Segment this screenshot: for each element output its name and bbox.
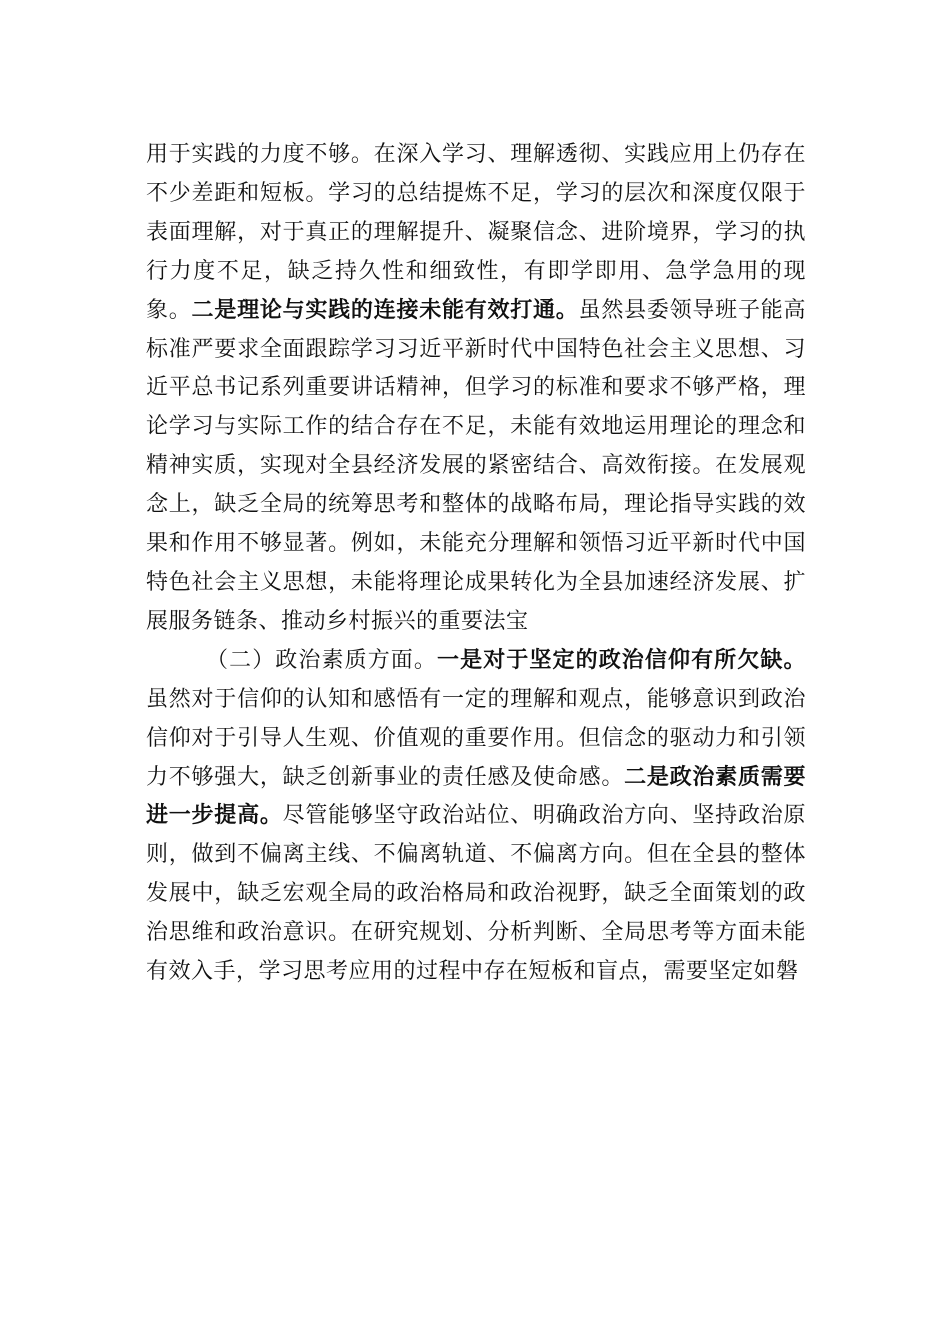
paragraph-text: 尽管能够坚守政治站位、明确政治方向、坚持政治原则，做到不偏离主线、不偏离轨道、不偏离方向。但在全县的整体发展中，缺乏宏观全局的政治格局和政治视野，缺乏全面策划的政治思维和政治意识。在研究规划、分析判断、全局思考等方面未能有效入手，学习思考应用的过程中存在短板和盲点，需要坚定如磐 <box>146 803 806 985</box>
bold-heading-theory-practice-link: 二是理论与实践的连接未能有效打通。 <box>191 297 579 323</box>
section-heading-political-quality: （二）政治素质方面。 <box>206 647 437 673</box>
bold-heading-political-belief: 一是对于坚定的政治信仰有所欠缺。 <box>437 647 806 673</box>
paragraph-theory-practice <box>146 136 806 642</box>
paragraph-text: 虽然对于信仰的认知和感悟有一定的理解和观点，能够意识到政治信仰对于引导人生观、价值观的重要作用。但信念的驱动力和引领力不够强大，缺乏创新事业的责任感及使命感。 <box>146 686 806 790</box>
document-body <box>146 136 806 992</box>
paragraph-political-quality <box>146 642 806 992</box>
bold-heading-political-quality-improve: 二是政治素质需要进一步提高。 <box>146 764 806 829</box>
paragraph-text: 用于实践的力度不够。在深入学习、理解透彻、实践应用上仍存在不少差距和短板。学习的总结提炼不足，学习的层次和深度仅限于表面理解，对于真正的理解提升、凝聚信念、进阶境界，学习的执行力度不足，缺乏持久性和细致性，有即学即用、急学急用的现象。 <box>146 142 806 323</box>
paragraph-text: 虽然县委领导班子能高标准严要求全面跟踪学习习近平新时代中国特色社会主义思想、习近平总书记系列重要讲话精神，但学习的标准和要求不够严格，理论学习与实际工作的结合存在不足，未能有效地运用理论的理念和精神实质，实现对全县经济发展的紧密结合、高效衔接。在发展观念上，缺乏全局的统筹思考和整体的战略布局，理论指导实践的效果和作用不够显著。例如，未能充分理解和领悟习近平新时代中国特色社会主义思想，未能将理论成果转化为全县加速经济发展、扩展服务链条、推动乡村振兴的重要法宝 <box>146 297 806 634</box>
